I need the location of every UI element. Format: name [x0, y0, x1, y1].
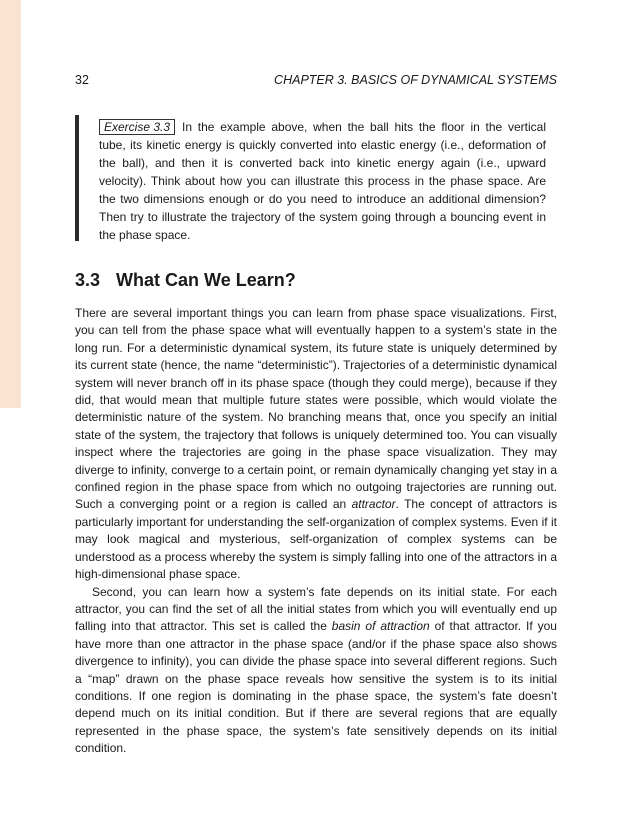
paragraph-text: There are several important things you can learn from phase space visualizations. First, you can tell from the phase space what will eventually happen to a system’s state in the long run. For a deterministic dynamical system, its future state is uniquely determined by its current state (hence, the name “deterministic”). Trajectories of a deterministic dynamical system will never branch off in its phase space (though they could merge), because if they did, that would mean that multiple future states were possible, which would violate the deterministic nature of the system. No branching means that, once you specify an initial state of the system, the trajectory that follows is uniquely determined too. You can visually inspect where the trajectories are going in the phase space visualization. They may diverge to infinity, converge to a certain point, or remain dynamically changing yet stay in a confined region in the phase space from which no outgoing trajectories are running out. Such a converging point or a region is called an [75, 306, 557, 512]
paragraph-text: of that attractor. If you have more than one attractor in the phase space (and/or if the phase space also shows divergence to infinity), you can divide the phase space into several different regions. Such a “map” drawn on the phase space reveals how sensitive the system is to its initial conditions. If one region is dominating in the phase space, the system’s fate doesn’t depend much on its initial condition. But if there are several regions that are equally represented in the phase space, the system’s fate sensitively depends on its initial condition. [75, 619, 557, 756]
section-title: What Can We Learn? [116, 270, 296, 290]
term-basin-of-attraction: basin of attraction [331, 619, 430, 634]
running-header [75, 72, 557, 88]
exercise-box [75, 115, 546, 241]
exercise-paragraph [99, 118, 546, 244]
page-edge-tab [0, 0, 21, 408]
body-text [75, 305, 557, 758]
term-attractor: attractor [351, 497, 396, 512]
page-number: 32 [75, 73, 89, 87]
paragraph [75, 305, 557, 584]
section-heading [75, 268, 557, 292]
exercise-text: In the example above, when the ball hits the floor in the vertical tube, its kinetic energy is quickly converted into elastic energy (i.e., deformation of the ball), and then it is converted back into kinetic energy again (i.e., upward velocity). Think about how you can illustrate this process in the phase space. Are the two dimensions enough or do you need to introduce an additional dimension? Then try to illustrate the trajectory of the system going through a bouncing event in the phase space. [99, 120, 546, 242]
exercise-label: Exercise 3.3 [99, 119, 175, 135]
paragraph [75, 584, 557, 758]
section-number: 3.3 [75, 270, 101, 290]
paragraph-text: . The concept of attractors is particularly important for understanding the self-organization of complex systems. Even if it may look magical and mysterious, self-organization of complex systems can be understood as a process whereby the system is simply falling into one of the attractors in a high-dimensional phase space. [75, 497, 557, 582]
paragraph-text: Second, you can learn how a system’s fate depends on its initial state. For each attractor, you can find the set of all the initial states from which you will eventually end up falling into that attractor. This set is called the [75, 584, 557, 634]
chapter-title: CHAPTER 3. BASICS OF DYNAMICAL SYSTEMS [274, 73, 557, 87]
